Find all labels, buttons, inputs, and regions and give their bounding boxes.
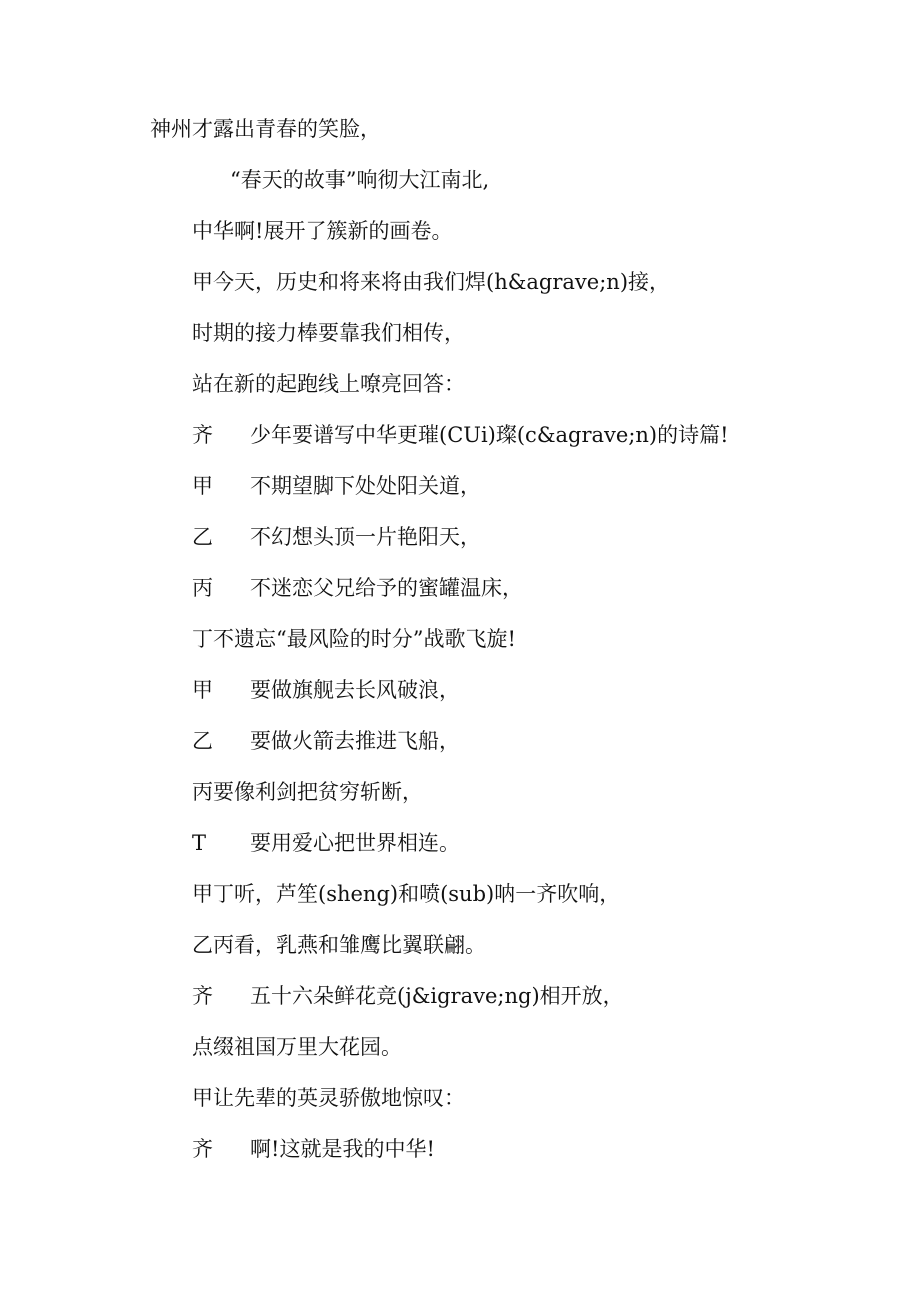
poem-line	[192, 371, 465, 397]
poem-line	[192, 932, 486, 958]
line-text: 要做旗舰去长风破浪，	[250, 678, 460, 702]
speaker-label: 甲	[192, 474, 213, 498]
line-text: 甲今天，历史和将来将由我们焊(h&agrave;n)接，	[192, 270, 671, 294]
poem-line	[192, 881, 620, 907]
line-text: 丙要像利剑把贫穷斩断，	[192, 780, 423, 804]
line-text: 要用爱心把世界相连。	[250, 831, 460, 855]
line-text: 丁不遗忘“最风险的时分”战歌飞旋!	[192, 627, 516, 651]
line-text: 不幻想头顶一片艳阳天，	[250, 525, 481, 549]
poem-line	[192, 779, 423, 805]
speaker-label: 齐	[192, 423, 213, 447]
poem-line	[192, 1034, 402, 1060]
poem-line	[192, 983, 624, 1009]
speaker-label: 甲	[192, 678, 213, 702]
line-text: 啊!这就是我的中华!	[250, 1137, 435, 1161]
line-text: 神州才露出青春的笑脸，	[150, 117, 381, 141]
poem-line	[192, 626, 516, 652]
line-text: 少年要谱写中华更璀(CUi)璨(c&agrave;n)的诗篇!	[250, 423, 729, 447]
line-text: 甲丁听，芦笙(sheng)和喷(sub)呐一齐吹响，	[192, 882, 621, 906]
poem-line	[192, 1085, 465, 1111]
line-text: 点缀祖国万里大花园。	[192, 1035, 402, 1059]
line-text: 要做火箭去推进飞船，	[250, 729, 460, 753]
poem-line	[192, 575, 523, 601]
poem-line	[192, 320, 465, 346]
line-text: 中华啊!展开了簇新的画卷。	[192, 219, 453, 243]
line-text: 乙丙看，乳燕和雏鹰比翼联翩。	[192, 933, 486, 957]
line-text: 甲让先辈的英灵骄傲地惊叹：	[192, 1086, 465, 1110]
poem-line	[192, 524, 481, 550]
poem-line	[192, 677, 460, 703]
line-text: “春天的故事”响彻大江南北,	[230, 168, 490, 192]
speaker-label: 丙	[192, 576, 213, 600]
speaker-label: 齐	[192, 984, 213, 1008]
line-text: 时期的接力棒要靠我们相传，	[192, 321, 465, 345]
line-text: 不迷恋父兄给予的蜜罐温床，	[250, 576, 523, 600]
speaker-label: 乙	[192, 525, 213, 549]
poem-line	[192, 728, 460, 754]
poem-line	[150, 116, 381, 142]
poem-line	[230, 167, 489, 193]
line-text: 不期望脚下处处阳关道，	[250, 474, 481, 498]
poem-line	[192, 269, 670, 295]
poem-line	[192, 1136, 435, 1162]
poem-line	[192, 473, 481, 499]
speaker-label: T	[192, 831, 207, 855]
speaker-label: 齐	[192, 1137, 213, 1161]
poem-line	[192, 422, 729, 448]
line-text: 站在新的起跑线上嘹亮回答：	[192, 372, 465, 396]
poem-line	[192, 218, 452, 244]
line-text: 五十六朵鲜花竞(j&igrave;ng)相开放，	[250, 984, 624, 1008]
poem-line	[192, 830, 460, 856]
speaker-label: 乙	[192, 729, 213, 753]
